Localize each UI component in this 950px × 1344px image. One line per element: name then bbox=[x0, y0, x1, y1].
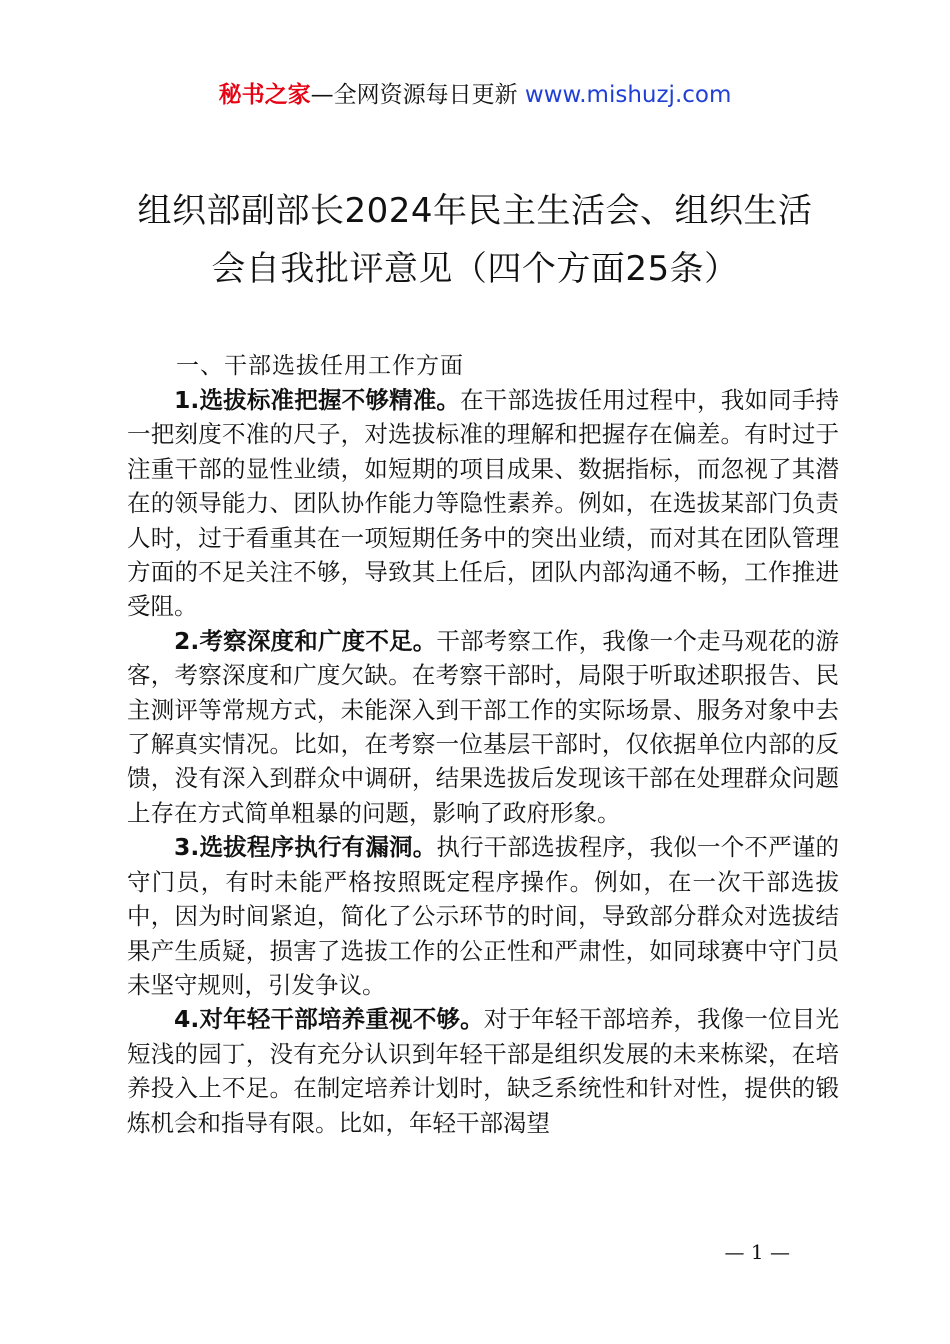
section-heading: 一、干部选拔任用工作方面 bbox=[176, 353, 464, 379]
paragraph-item-2 bbox=[127, 624, 839, 830]
page-number: — 1 — bbox=[724, 1240, 790, 1264]
document-body bbox=[127, 383, 839, 1140]
item-3-heading: 3.选拔程序执行有漏洞。 bbox=[174, 833, 437, 862]
banner-tagline: —全网资源每日更新 bbox=[310, 82, 525, 108]
paragraph-item-3 bbox=[127, 830, 839, 1002]
site-banner bbox=[0, 78, 950, 112]
item-1-heading: 1.选拔标准把握不够精准。 bbox=[174, 386, 461, 414]
paragraph-item-4 bbox=[127, 1002, 839, 1140]
paragraph-item-1 bbox=[127, 383, 839, 624]
site-url-link[interactable]: www.mishuzj.com bbox=[524, 82, 732, 108]
document-title bbox=[60, 182, 890, 298]
item-1-text: 在干部选拔任用过程中，我如同手持一把刻度不准的尺子，对选拔标准的理解和把握存在偏差。有时过于注重干部的显性业绩，如短期的项目成果、数据指标，而忽视了其潜在的领导能力、团队协作能力等隐性素养。例如，在选拔某部门负责人时，过于看重其在一项短期任务中的突出业绩，而对其在团队管理方面的不足关注不够，导致其上任后，团队内部沟通不畅，工作推进受阻。 bbox=[127, 386, 840, 621]
item-2-heading: 2.考察深度和广度不足。 bbox=[174, 626, 437, 655]
item-4-heading: 4.对年轻干部培养重视不够。 bbox=[174, 1005, 484, 1034]
item-3-text: 执行干部选拔程序，我似一个不严谨的守门员，有时未能严格按照既定程序操作。例如，在一次干部选拔中，因为时间紧迫，简化了公示环节的时间，导致部分群众对选拔结果产生质疑，损害了选拔工作的公正性和严肃性，如同球赛中守门员未坚守规则，引发争议。 bbox=[127, 833, 839, 999]
item-4-text: 对于年轻干部培养，我像一位目光短浅的园丁，没有充分认识到年轻干部是组织发展的未来栋梁，在培养投入上不足。在制定培养计划时，缺乏系统性和针对性，提供的锻炼机会和指导有限。比如，年轻干部渴望 bbox=[127, 1005, 840, 1137]
brand-name: 秘书之家 bbox=[218, 82, 311, 108]
item-2-text: 干部考察工作，我像一个走马观花的游客，考察深度和广度欠缺。在考察干部时，局限于听取述职报告、民主测评等常规方式，未能深入到干部工作的实际场景、服务对象中去了解真实情况。比如，在考察一位基层干部时，仅依据单位内部的反馈，没有深入到群众中调研，结果选拔后发现该干部在处理群众问题上存在方式简单粗暴的问题，影响了政府形象。 bbox=[127, 626, 839, 827]
title-line-1: 组织部副部长2024年民主生活会、组织生活 bbox=[137, 191, 813, 231]
title-line-2: 会自我批评意见（四个方面25条） bbox=[211, 249, 739, 289]
